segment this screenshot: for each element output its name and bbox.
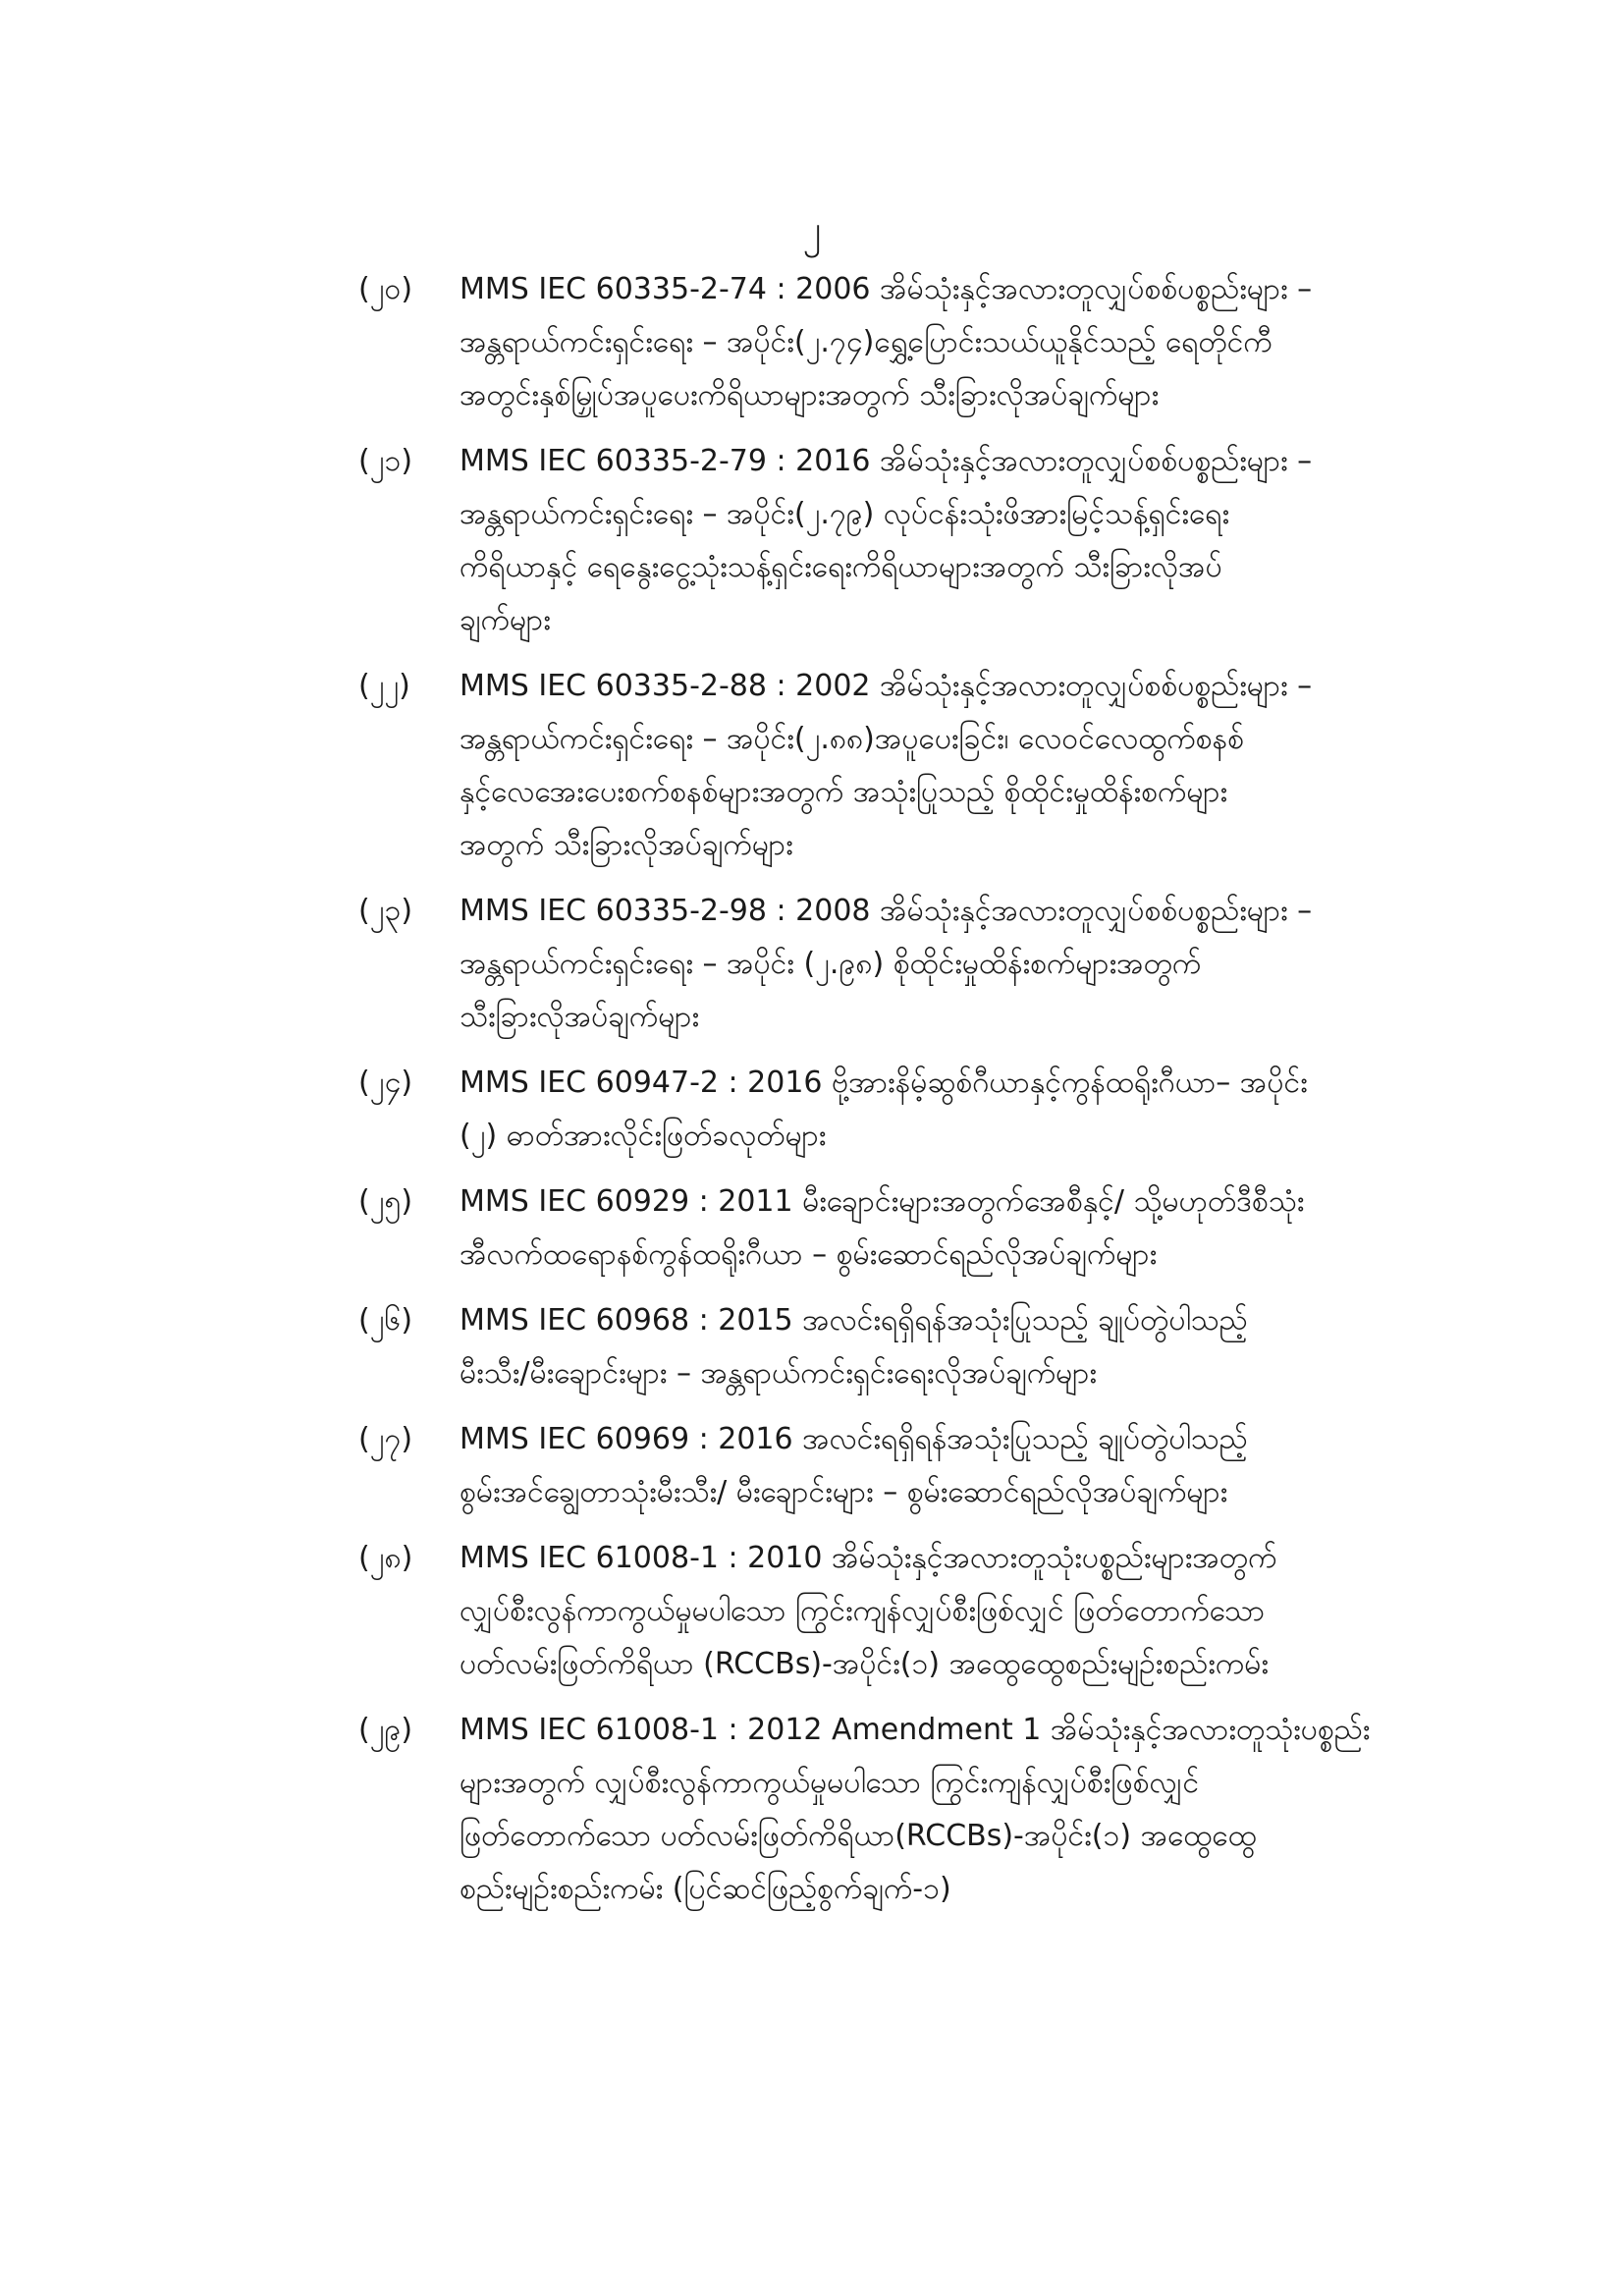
item-number: (၂၉) — [358, 1713, 413, 1747]
item-text-line: MMS IEC 60968 : 2015 အလင်းရရှိရန်အသုံးပြုသည့် ချုပ်တွဲပါသည့် — [460, 1303, 1248, 1338]
item-text-line: အန္တရာယ်ကင်းရှင်းရေး – အပိုင်း(၂.၇၉) လုပ်ငန်းသုံးဖိအားမြင့်သန့်ရှင်းရေး — [460, 497, 1230, 531]
item-text-line: MMS IEC 61008-1 : 2012 Amendment 1 အိမ်သုံးနှင့်အလားတူသုံးပစ္စည်း — [460, 1713, 1371, 1747]
item-number: (၂၈) — [358, 1541, 413, 1575]
item-text-line: (၂) ဓာတ်အားလိုင်းဖြတ်ခလုတ်များ — [460, 1119, 827, 1153]
list-item — [358, 1532, 1497, 1691]
item-text-line: လျှပ်စီးလွန်ကာကွယ်မှုမပါသော ကြွင်းကျန်လျှပ်စီးဖြစ်လျှင် ဖြတ်တောက်သော — [460, 1594, 1266, 1628]
item-text-line: စည်းမျဉ်းစည်းကမ်း (ပြင်ဆင်ဖြည့်စွက်ချက်-၁) — [460, 1872, 951, 1906]
item-text-line: အတွင်းနှစ်မြှုပ်အပူပေးကိရိယာများအတွက် သီးခြားလိုအပ်ချက်များ — [460, 378, 1160, 412]
item-text-line: နှင့်လေအေးပေးစက်စနစ်များအတွက် အသုံးပြုသည့် စိုထိုင်းမှုထိန်းစက်များ — [460, 775, 1228, 809]
item-text-line: MMS IEC 60947-2 : 2016 ဗို့အားနိမ့်ဆွစ်ဂီယာနှင့်ကွန်ထရိုးဂီယာ– အပိုင်း — [460, 1066, 1308, 1100]
item-number: (၂၄) — [358, 1066, 413, 1100]
item-number: (၂၀) — [358, 272, 413, 306]
item-text-line: အန္တရာယ်ကင်းရှင်းရေး – အပိုင်း(၂.၇၄)ရွှေ့ပြောင်းသယ်ယူနိုင်သည့် ရေတိုင်ကီ — [460, 325, 1272, 359]
list-item — [358, 660, 1497, 872]
standards-list — [358, 263, 1497, 1929]
item-text-line: MMS IEC 61008-1 : 2010 အိမ်သုံးနှင့်အလားတူသုံးပစ္စည်းများအတွက် — [460, 1541, 1277, 1575]
item-text-line: MMS IEC 60335-2-79 : 2016 အိမ်သုံးနှင့်အလားတူလျှပ်စစ်ပစ္စည်းများ – — [460, 444, 1313, 478]
item-number: (၂၂) — [358, 669, 410, 703]
list-item — [358, 1057, 1497, 1163]
list-item — [358, 1175, 1497, 1282]
item-text-line: ချက်များ — [460, 603, 551, 637]
page-number: ၂ — [802, 207, 822, 250]
item-text-line: MMS IEC 60335-2-98 : 2008 အိမ်သုံးနှင့်အလားတူလျှပ်စစ်ပစ္စည်းများ – — [460, 894, 1313, 928]
item-text-line: ဖြတ်တောက်သော ပတ်လမ်းဖြတ်ကိရိယာ(RCCBs)-အပိုင်း(၁) အထွေထွေ — [460, 1819, 1257, 1853]
list-item — [358, 885, 1497, 1044]
item-text-line: အတွက် သီးခြားလိုအပ်ချက်များ — [460, 828, 793, 862]
item-text-line: မီးသီး/မီးချောင်းများ – အန္တရာယ်ကင်းရှင်းရေးလိုအပ်ချက်များ — [460, 1356, 1098, 1391]
list-item — [358, 263, 1497, 422]
item-text-line: အန္တရာယ်ကင်းရှင်းရေး – အပိုင်း(၂.၈၈)အပူပေးခြင်း၊ လေဝင်လေထွက်စနစ် — [460, 722, 1244, 756]
item-text-line: MMS IEC 60335-2-74 : 2006 အိမ်သုံးနှင့်အလားတူလျှပ်စစ်ပစ္စည်းများ – — [460, 272, 1313, 306]
item-number: (၂၆) — [358, 1303, 413, 1338]
item-text-line: ကိရိယာနှင့် ရေနွေးငွေ့သုံးသန့်ရှင်းရေးကိရိယာများအတွက် သီးခြားလိုအပ် — [460, 550, 1222, 584]
item-text-line: MMS IEC 60335-2-88 : 2002 အိမ်သုံးနှင့်အလားတူလျှပ်စစ်ပစ္စည်းများ – — [460, 669, 1313, 703]
item-number: (၂၅) — [358, 1184, 413, 1219]
item-text-line: သီးခြားလိုအပ်ချက်များ — [460, 1000, 700, 1034]
item-text-line: အန္တရာယ်ကင်းရှင်းရေး – အပိုင်း (၂.၉၈) စိုထိုင်းမှုထိန်းစက်များအတွက် — [460, 947, 1202, 981]
item-text-line: အီလက်ထရောနစ်ကွန်ထရိုးဂီယာ – စွမ်းဆောင်ရည်လိုအပ်ချက်များ — [460, 1237, 1158, 1272]
item-text-line: များအတွက် လျှပ်စီးလွန်ကာကွယ်မှုမပါသော ကြွင်းကျန်လျှပ်စီးဖြစ်လျှင် — [460, 1766, 1200, 1800]
item-text-line: စွမ်းအင်ချွေတာသုံးမီးသီး/ မီးချောင်းများ – စွမ်းဆောင်ရည်လိုအပ်ချက်များ — [460, 1475, 1228, 1509]
list-item — [358, 435, 1497, 647]
list-item — [358, 1294, 1497, 1400]
list-item — [358, 1704, 1497, 1916]
item-text-line: ပတ်လမ်းဖြတ်ကိရိယာ (RCCBs)-အပိုင်း(၁) အထွေထွေစည်းမျဉ်းစည်းကမ်း — [460, 1647, 1269, 1681]
item-text-line: MMS IEC 60969 : 2016 အလင်းရရှိရန်အသုံးပြုသည့် ချုပ်တွဲပါသည့် — [460, 1422, 1248, 1456]
item-number: (၂၇) — [358, 1422, 413, 1456]
list-item — [358, 1413, 1497, 1519]
item-number: (၂၁) — [358, 444, 413, 478]
item-text-line: MMS IEC 60929 : 2011 မီးချောင်းများအတွက်အေစီနှင့်/ သို့မဟုတ်ဒီစီသုံး — [460, 1184, 1305, 1219]
item-number: (၂၃) — [358, 894, 413, 928]
